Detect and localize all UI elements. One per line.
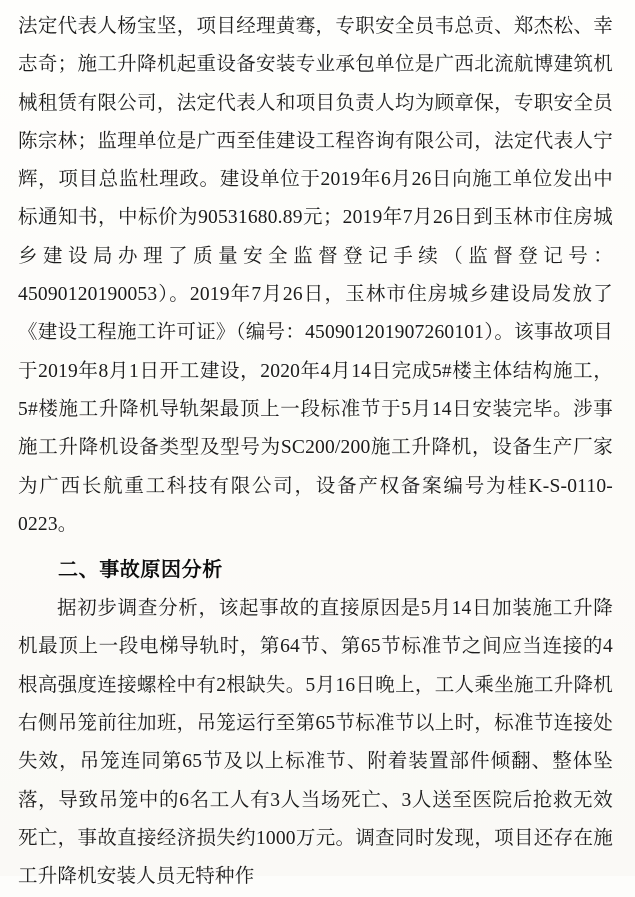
document-body (18, 8, 613, 897)
section-heading-cause-analysis: 二、事故原因分析 (58, 559, 223, 582)
paragraph-cause-analysis: 据初步调查分析，该起事故的直接原因是5月14日加装施工升降机最顶上一段电梯导轨时，第64节、第65节标准节之间应当连接的4根高强度连接螺栓中有2根缺失。5月16日晚上，工人乘坐施工升降机右侧吊笼前往加班，吊笼运行至第65节标准节以上时，标准节连接处失效，吊笼连同第65节及以上标准节、附着装置部件倾翻、整体坠落，导致吊笼中的6名工人有3人当场死亡、3人送至医院后抢救无效死亡，事故直接经济损失约1000万元。调查同时发现，项目还存在施工升降机安装人员无特种作 (18, 598, 613, 888)
paragraph-project-parties: 法定代表人杨宝坚，项目经理黄骞，专职安全员韦总贡、郑杰松、幸志奇；施工升降机起重设备安装专业承包单位是广西北流航博建筑机械租赁有限公司，法定代表人和项目负责人均为顾章保，专职安全员陈宗林；监理单位是广西至佳建设工程咨询有限公司，法定代表人宁辉，项目总监杜理政。建设单位于2019年6月26日向施工单位发出中标通知书，中标价为90531680.89元；2019年7月26日到玉林市住房城乡建设局办理了质量安全监督登记手续（监督登记号：45090120190053）。2019年7月26日，玉林市住房城乡建设局发放了《建设工程施工许可证》（编号：450901201907260101）。该事故项目于2019年8月1日开工建设，2020年4月14日完成5#楼主体结构施工，5#楼施工升降机导轨架最顶上一段标准节于5月14日安装完毕。涉事施工升降机设备类型及型号为SC200/200施工升降机，设备生产厂家为广西长航重工科技有限公司，设备产权备案编号为桂K-S-0110-0223。 (18, 16, 613, 535)
